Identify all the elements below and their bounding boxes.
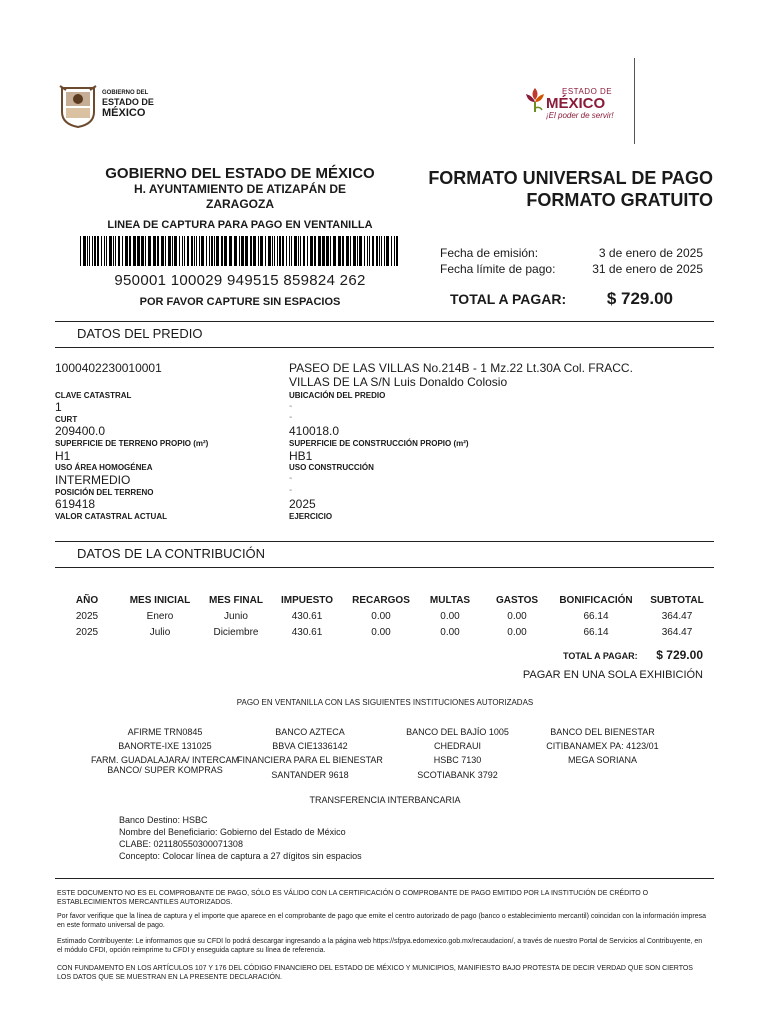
- barcode-bar: [322, 236, 325, 266]
- estado-de-mexico-logo-text: [546, 88, 614, 120]
- barcode-bar: [83, 236, 86, 266]
- barcode-bar: [122, 236, 123, 266]
- clave-catastral-value: 1000402230010001: [55, 361, 162, 375]
- ayuntamiento-title: H. AYUNTAMIENTO DE ATIZAPÁN DE ZARAGOZA: [133, 182, 346, 211]
- barcode-bar: [80, 236, 81, 266]
- sup-construccion-value: 410018.0: [289, 424, 340, 438]
- barcode-bar: [221, 236, 223, 266]
- bank-item: BANCO AZTECA: [275, 727, 345, 737]
- beneficiario: Nombre del Beneficiario: Gobierno del Estado de México: [119, 827, 346, 837]
- table-cell: 2025: [75, 611, 99, 622]
- barcode-bar: [357, 236, 358, 266]
- barcode-bar: [89, 236, 90, 266]
- valor-catastral-value: 619418: [55, 497, 96, 511]
- col-header-anio: AÑO: [75, 595, 99, 606]
- banco-destino: Banco Destino: HSBC: [119, 815, 208, 825]
- barcode-bar: [300, 236, 301, 266]
- table-cell: 364.47: [661, 627, 693, 638]
- footer-legal-basis: CON FUNDAMENTO EN LOS ARTÍCULOS 107 Y 176 DEL CÓDIGO FINANCIERO DEL ESTADO DE MÉXICO Y MUNICIPIOS, MANIFIESTO BAJO PROTESTA DE DECIR VERDAD QUE SON CIERTOS LOS DATOS QUE SE MUESTRAN EN LA PRESENTE DECLARACIÓN.: [57, 965, 693, 981]
- logo-right-line-1: ESTADO DE: [562, 87, 613, 96]
- barcode-bar: [241, 236, 244, 266]
- barcode-bar: [174, 236, 177, 266]
- barcode-bar: [115, 236, 116, 266]
- logo-line-3: MÉXICO: [102, 107, 146, 119]
- curt-empty-dash-2: -: [289, 412, 293, 423]
- barcode-bar: [179, 236, 180, 266]
- table-cell: 66.14: [583, 627, 609, 638]
- contribucion-section-title: DATOS DE LA CONTRIBUCIÓN: [77, 546, 266, 561]
- barcode-bar: [129, 236, 131, 266]
- table-cell: Enero: [146, 611, 174, 622]
- barcode-bar: [279, 236, 281, 266]
- table-cell: 430.61: [291, 627, 323, 638]
- curt-value: 1: [55, 400, 62, 414]
- ubicacion-label: UBICACIÓN DEL PREDIO: [289, 391, 386, 400]
- col-header-multas: MULTAS: [429, 595, 471, 606]
- barcode-bar: [298, 236, 299, 266]
- barcode-bar: [113, 236, 114, 266]
- table-cell: 0.00: [440, 611, 460, 622]
- barcode-bar: [97, 236, 99, 266]
- format-subtitle: FORMATO GRATUITO: [526, 190, 713, 210]
- barcode-bar: [333, 236, 336, 266]
- table-cell: 364.47: [661, 611, 693, 622]
- logo-right-slogan: ¡El poder de servir!: [546, 111, 614, 120]
- col-header-subtotal: SUBTOTAL: [650, 595, 704, 606]
- barcode-bar: [172, 236, 173, 266]
- concepto: Concepto: Colocar línea de captura a 27 dígitos sin espacios: [119, 851, 362, 861]
- barcode-bar: [277, 236, 278, 266]
- capture-note: POR FAVOR CAPTURE SIN ESPACIOS: [139, 296, 341, 308]
- table-cell: 0.00: [371, 611, 391, 622]
- barcode-bar: [260, 236, 263, 266]
- barcode-bar: [182, 236, 183, 266]
- barcode-bar: [168, 236, 171, 266]
- barcode-bar: [201, 236, 204, 266]
- bank-item: AFIRME TRN0845: [127, 727, 203, 737]
- barcode-bar: [330, 236, 331, 266]
- barcode-bar: [145, 236, 146, 266]
- fecha-emision-value: 3 de enero de 2025: [598, 246, 703, 260]
- bank-item: CITIBANAMEX PA: 4123/01: [546, 741, 659, 751]
- barcode-bar: [184, 236, 185, 266]
- barcode-bar: [342, 236, 344, 266]
- barcode-bar: [282, 236, 284, 266]
- bank-item: FARM. GUADALAJARA/ INTERCAM BANCO/ SUPER KOMPRAS: [90, 755, 240, 775]
- contribucion-top-rule: [55, 541, 714, 542]
- barcode-bar: [234, 236, 237, 266]
- predio-section-title: DATOS DEL PREDIO: [77, 326, 203, 341]
- bank-item: SANTANDER 9618: [271, 770, 349, 780]
- barcode-bar: [137, 236, 140, 266]
- barcode-bar: [199, 236, 200, 266]
- col-header-mes-inicial: MES INICIAL: [129, 595, 191, 606]
- barcode-bar: [386, 236, 389, 266]
- barcode-bar: [187, 236, 189, 266]
- barcode-bar: [253, 236, 256, 266]
- barcode-bar: [101, 236, 102, 266]
- barcode-bar: [104, 236, 105, 266]
- header-total-label: TOTAL A PAGAR:: [450, 291, 567, 307]
- bank-item: BANORTE-IXE 131025: [118, 741, 212, 751]
- barcode-bar: [379, 236, 380, 266]
- barcode-bar: [286, 236, 287, 266]
- header-divider: [634, 58, 635, 144]
- barcode-bar: [125, 236, 128, 266]
- table-cell: Julio: [149, 627, 171, 638]
- barcode-bar: [396, 236, 398, 266]
- barcode-bar: [318, 236, 321, 266]
- header-total-value: $ 729.00: [606, 289, 673, 308]
- barcode-bar: [118, 236, 120, 266]
- logo-line-1: GOBIERNO DEL: [102, 90, 149, 96]
- clave-catastral-label: CLAVE CATASTRAL: [55, 391, 132, 400]
- barcode-bar: [310, 236, 313, 266]
- fecha-limite-label: Fecha límite de pago:: [440, 262, 556, 276]
- barcode-bar: [94, 236, 96, 266]
- col-header-gastos: GASTOS: [495, 595, 539, 606]
- table-cell: Diciembre: [213, 627, 259, 638]
- barcode-bar: [194, 236, 195, 266]
- uso-area-label: USO ÁREA HOMOGÉNEA: [55, 463, 153, 472]
- predio-bottom-rule: [55, 347, 714, 348]
- barcode-bar: [384, 236, 385, 266]
- table-cell: 66.14: [583, 611, 609, 622]
- barcode-bar: [157, 236, 159, 266]
- barcode-bar: [350, 236, 351, 266]
- flower-logo-icon: [522, 84, 548, 114]
- bank-item: CHEDRAUI: [433, 741, 481, 751]
- barcode-bar: [214, 236, 215, 266]
- transfer-title: TRANSFERENCIA INTERBANCARIA: [309, 795, 461, 805]
- barcode-bar: [265, 236, 266, 266]
- single-payment-note: PAGAR EN UNA SOLA EXHIBICIÓN: [522, 669, 703, 681]
- barcode-bar: [165, 236, 166, 266]
- barcode: [80, 236, 398, 266]
- barcode-bar: [206, 236, 207, 266]
- uso-construccion-value: HB1: [289, 449, 313, 463]
- barcode-bar: [353, 236, 356, 266]
- uso-area-value: H1: [55, 449, 71, 463]
- barcode-bar: [376, 236, 378, 266]
- clabe: CLABE: 021180550300071308: [119, 839, 243, 849]
- barcode-bar: [369, 236, 370, 266]
- table-cell: 0.00: [507, 611, 527, 622]
- barcode-bar: [346, 236, 349, 266]
- posicion-value: INTERMEDIO: [55, 473, 131, 487]
- uso-construccion-label: USO CONSTRUCCIÓN: [289, 463, 374, 472]
- barcode-bar: [191, 236, 193, 266]
- barcode-bar: [106, 236, 107, 266]
- barcode-bar: [209, 236, 210, 266]
- table-cell: 2025: [75, 627, 99, 638]
- ejercicio-value: 2025: [289, 497, 316, 511]
- barcode-bar: [109, 236, 112, 266]
- barcode-bar: [153, 236, 156, 266]
- table-cell: 0.00: [371, 627, 391, 638]
- barcode-bar: [161, 236, 164, 266]
- sup-construccion-label: SUPERFICIE DE CONSTRUCCIÓN PROPIO (m²): [289, 439, 469, 448]
- barcode-bar: [216, 236, 219, 266]
- footer-cfdi-note: Estimado Contribuyente: Le informamos que su CFDI lo podrá descargar ingresando a la página web https://sfpya.edomexico.gob.mx/recaudacion/, a través de nuestro Portal de Servicios al Contribuyente, en el módulo CFDI, opción reimprime tu CFDI y enseguida capture su línea de referencia.: [57, 938, 703, 954]
- state-government-logo-text: [102, 90, 154, 119]
- linea-captura-title: LINEA DE CAPTURA PARA PAGO EN VENTANILLA: [107, 219, 373, 231]
- curt-label: CURT: [55, 415, 78, 424]
- ejercicio-label: EJERCICIO: [289, 512, 333, 521]
- curt-empty-dash: -: [289, 401, 293, 412]
- valor-catastral-label: VALOR CATASTRAL ACTUAL: [55, 512, 167, 521]
- format-title: FORMATO UNIVERSAL DE PAGO: [428, 168, 713, 188]
- barcode-bar: [364, 236, 365, 266]
- bank-item: HSBC 7130: [433, 755, 482, 765]
- bank-item: BANCO DEL BIENESTAR: [550, 727, 655, 737]
- barcode-bar: [229, 236, 232, 266]
- predio-top-rule: [55, 321, 714, 322]
- bank-item: BANCO DEL BAJÍO 1005: [406, 727, 509, 737]
- barcode-bar: [224, 236, 227, 266]
- logo-line-2: ESTADO DE: [102, 97, 154, 107]
- barcode-bar: [258, 236, 259, 266]
- fecha-emision-label: Fecha de emisión:: [440, 246, 539, 260]
- sup-terreno-value: 209400.0: [55, 424, 106, 438]
- ubicacion-line-2: VILLAS DE LA S/N Luis Donaldo Colosio: [289, 375, 508, 389]
- barcode-bar: [391, 236, 392, 266]
- barcode-bar: [394, 236, 395, 266]
- barcode-bar: [338, 236, 341, 266]
- barcode-bar: [289, 236, 290, 266]
- barcode-bar: [307, 236, 308, 266]
- barcode-bar: [303, 236, 305, 266]
- barcode-bar: [250, 236, 252, 266]
- bank-item: MEGA SORIANA: [567, 755, 638, 765]
- government-title: GOBIERNO DEL ESTADO DE MÉXICO: [105, 165, 375, 182]
- ubicacion-line-1: PASEO DE LAS VILLAS No.214B - 1 Mz.22 Lt.30A Col. FRACC.: [289, 361, 633, 375]
- table-cell: Junio: [224, 611, 248, 622]
- table-cell: 430.61: [291, 611, 323, 622]
- institutions-title: PAGO EN VENTANILLA CON LAS SIGUIENTES INSTITUCIONES AUTORIZADAS: [236, 698, 534, 707]
- barcode-bar: [92, 236, 93, 266]
- footer-disclaimer: ESTE DOCUMENTO NO ES EL COMPROBANTE DE PAGO, SÓLO ES VÁLIDO CON LA CERTIFICACIÓN O COMPROBANTE DE PAGO EMITIDO POR LA INSTITUCIÓN DE CRÉDITO O ESTABLECIMIENTOS MERCANTILES AUTORIZADOS.: [57, 890, 649, 906]
- barcode-bar: [87, 236, 88, 266]
- barcode-bar: [133, 236, 136, 266]
- barcode-bar: [141, 236, 144, 266]
- barcode-bar: [211, 236, 213, 266]
- barcode-bar: [245, 236, 248, 266]
- sup-terreno-label: SUPERFICIE DE TERRENO PROPIO (m²): [55, 439, 209, 448]
- barcode-bar: [239, 236, 240, 266]
- posicion-empty-dash: -: [289, 473, 293, 484]
- barcode-bar: [381, 236, 382, 266]
- col-header-impuesto: IMPUESTO: [280, 595, 334, 606]
- barcode-bar: [372, 236, 374, 266]
- barcode-bar: [268, 236, 271, 266]
- barcode-bar: [291, 236, 292, 266]
- table-total-value: $ 729.00: [656, 648, 703, 662]
- table-cell: 0.00: [507, 627, 527, 638]
- state-seal-icon: [56, 82, 100, 128]
- contribucion-bottom-rule: [55, 567, 714, 568]
- barcode-bar: [294, 236, 297, 266]
- col-header-bonificacion: BONIFICACIÓN: [559, 595, 633, 606]
- table-cell: 0.00: [440, 627, 460, 638]
- barcode-bar: [148, 236, 151, 266]
- barcode-bar: [359, 236, 362, 266]
- col-header-mes-final: MES FINAL: [209, 595, 263, 606]
- barcode-number: 950001 100029 949515 859824 262: [114, 272, 366, 289]
- barcode-bar: [272, 236, 273, 266]
- bank-item: FINANCIERA PARA EL BIENESTAR: [237, 755, 383, 765]
- barcode-bar: [196, 236, 197, 266]
- barcode-bar: [274, 236, 275, 266]
- bank-item: SCOTIABANK 3792: [417, 770, 498, 780]
- barcode-bar: [367, 236, 368, 266]
- bank-item: BBVA CIE1336142: [272, 741, 348, 751]
- barcode-bar: [314, 236, 316, 266]
- fecha-limite-value: 31 de enero de 2025: [592, 262, 703, 276]
- logo-right-line-2: MÉXICO: [546, 95, 606, 112]
- footer-verification-note: Por favor verifique que la línea de captura y el importe que aparece en el comprobante de pago que emite el centro autorizado de pago (banco o establecimiento mercantil) coincidan con la información impresa en este formato universal de pago.: [57, 913, 707, 929]
- posicion-label: POSICIÓN DEL TERRENO: [55, 488, 154, 497]
- barcode-bar: [326, 236, 329, 266]
- posicion-empty-dash-2: -: [289, 485, 293, 496]
- table-total-label: TOTAL A PAGAR:: [563, 651, 638, 661]
- footer-rule: [55, 878, 714, 879]
- col-header-recargos: RECARGOS: [352, 595, 410, 606]
